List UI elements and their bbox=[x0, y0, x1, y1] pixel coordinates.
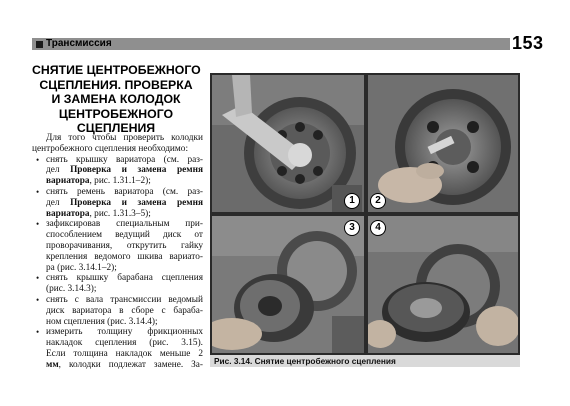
list-item bbox=[32, 219, 203, 230]
body-line: накладок сцепления (рис. 3.15). bbox=[46, 338, 203, 349]
list-item bbox=[32, 295, 203, 306]
photo-1 bbox=[212, 75, 364, 212]
body-line: ра (рис. 3.14.1–2); bbox=[46, 262, 117, 273]
photo-2 bbox=[368, 75, 518, 212]
photo-number-3: 3 bbox=[344, 220, 360, 236]
list-item bbox=[32, 155, 203, 166]
body-line: снять с вала трансмиссии ведомый bbox=[46, 294, 203, 305]
body-line: ном сцепления (рис. 3.14.4); bbox=[46, 316, 158, 327]
photo-4-image bbox=[368, 216, 518, 353]
chapter-title: Трансмиссия bbox=[46, 38, 112, 49]
body-text bbox=[32, 133, 203, 371]
body-line: зафиксировав специальным при- bbox=[46, 219, 203, 230]
bullet: • bbox=[36, 327, 40, 338]
body-line: измерить толщину фрикционных bbox=[46, 327, 203, 338]
body-line bbox=[32, 209, 203, 220]
page-number: 153 bbox=[512, 33, 544, 53]
body-line: способлением ведущий диск от bbox=[46, 230, 203, 241]
body-line: диск вариатора в сборе с бараба- bbox=[46, 305, 203, 316]
photo-number-1: 1 bbox=[344, 193, 360, 209]
section-title-line: И ЗАМЕНА КОЛОДОК bbox=[51, 92, 181, 106]
body-line bbox=[32, 198, 203, 209]
section-title-line: СНЯТИЕ ЦЕНТРОБЕЖНОГО bbox=[32, 63, 201, 77]
header-marker bbox=[36, 41, 43, 48]
cross-ref: вариатора bbox=[46, 208, 90, 219]
photo-number-4: 4 bbox=[370, 220, 386, 236]
list-item bbox=[32, 187, 203, 198]
cross-ref: вариатора bbox=[46, 176, 90, 187]
section-title-line: СЦЕПЛЕНИЯ bbox=[76, 121, 156, 135]
body-line bbox=[32, 176, 203, 187]
photo-4 bbox=[368, 216, 518, 353]
text-run: Если толщина накладок меньше 2 bbox=[46, 348, 203, 359]
emphasis: мм bbox=[46, 359, 59, 370]
photo-3-image bbox=[212, 216, 364, 353]
text-run: , рис. 1.31.3–5); bbox=[89, 208, 151, 219]
text-run: , колодки подлежат замене. За- bbox=[58, 359, 203, 370]
figure-caption bbox=[210, 355, 520, 367]
photo-number-2: 2 bbox=[370, 193, 386, 209]
cross-ref: Проверка и замена ремня bbox=[70, 165, 203, 176]
body-line bbox=[32, 360, 203, 371]
text-run: дел bbox=[46, 197, 71, 208]
body-line bbox=[32, 165, 203, 176]
bullet: • bbox=[36, 186, 40, 197]
photo-2-image bbox=[368, 75, 518, 212]
cross-ref: Проверка и замена ремня bbox=[70, 197, 203, 208]
photo-3 bbox=[212, 216, 364, 353]
body-line: снять крышку барабана сцепления bbox=[46, 273, 203, 284]
body-line: проворачивания, открутить гайку bbox=[46, 240, 203, 251]
figure-caption-text: Рис. 3.14. Снятие центробежного сцепления bbox=[214, 356, 396, 366]
section-title-line: ЦЕНТРОБЕЖНОГО bbox=[58, 106, 174, 121]
body-line: центробежного сцепления необходимо: bbox=[32, 143, 189, 154]
body-line bbox=[32, 349, 203, 360]
body-line: крепления ведомого шкива вариато- bbox=[46, 251, 203, 262]
photo-1-image bbox=[212, 75, 364, 212]
list-item bbox=[32, 327, 203, 338]
body-line: Для того чтобы проверить колодки bbox=[46, 133, 203, 143]
list-item bbox=[32, 273, 203, 284]
bullet: • bbox=[36, 273, 40, 284]
body-line: снять крышку вариатора (см. раз- bbox=[46, 154, 203, 165]
bullet: • bbox=[36, 294, 40, 305]
section-title bbox=[32, 63, 200, 136]
body-line: снять ремень вариатора (см. раз- bbox=[46, 186, 203, 197]
section-title-line: СЦЕПЛЕНИЯ. ПРОВЕРКА bbox=[39, 77, 193, 92]
body-line: (рис. 3.14.3); bbox=[46, 284, 97, 295]
text-run: , рис. 1.31.1–2); bbox=[89, 176, 151, 187]
figure-3-14 bbox=[210, 73, 520, 355]
bullet: • bbox=[36, 154, 40, 165]
bullet: • bbox=[36, 219, 40, 230]
text-run: дел bbox=[46, 165, 71, 176]
